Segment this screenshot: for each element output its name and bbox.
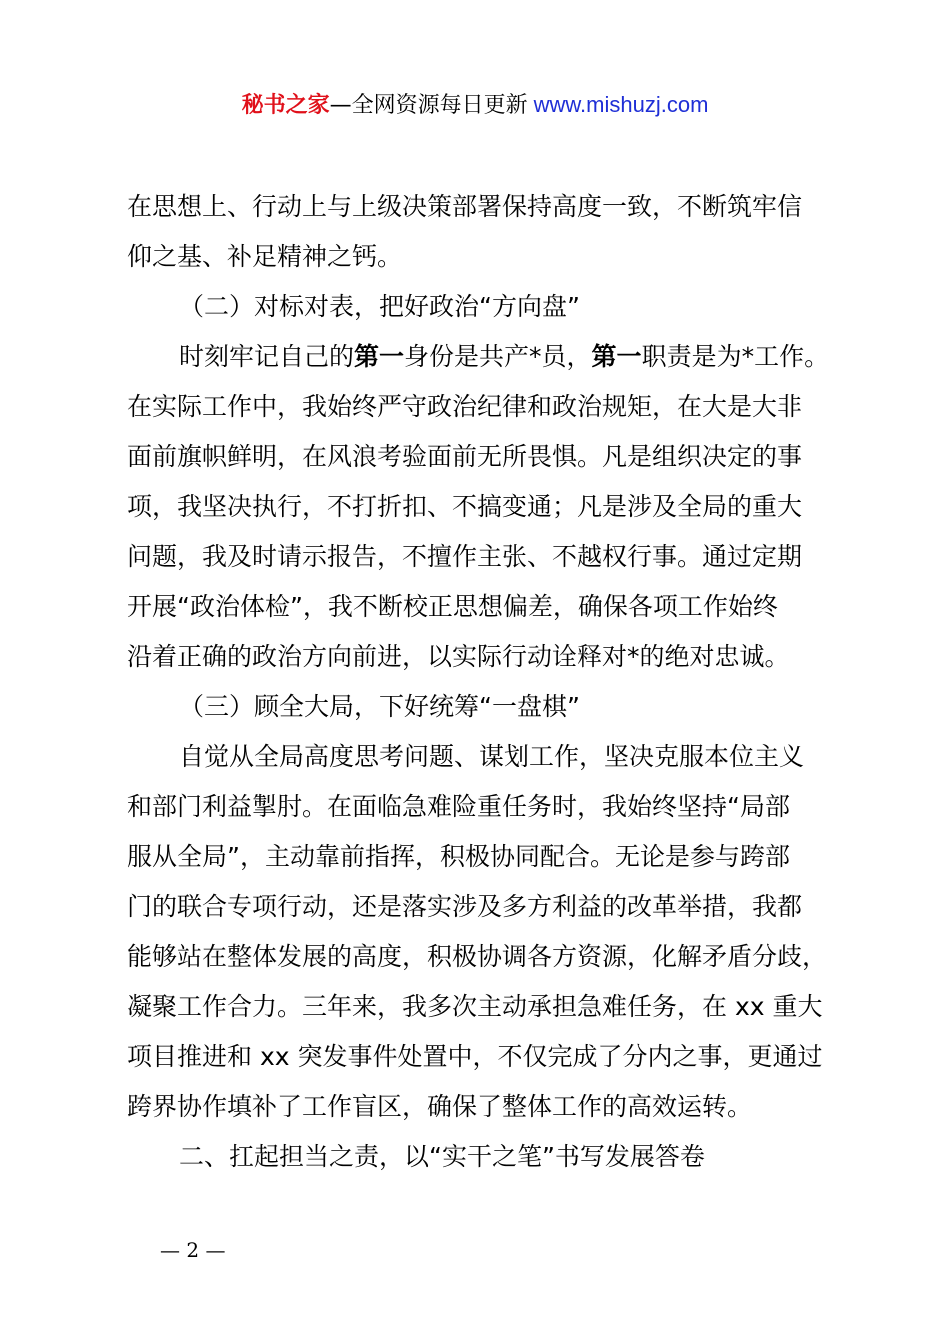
chapter-heading: 二、扛起担当之责，以“实干之笔”书写发展答卷: [179, 1142, 705, 1171]
paragraph-line: 项，我坚决执行，不打折扣、不搞变通；凡是涉及全局的重大: [127, 492, 803, 521]
site-header: [0, 88, 950, 123]
paragraph-line: 凝聚工作合力。三年来，我多次主动承担急难任务，在 xx 重大: [127, 992, 823, 1021]
paragraph-line: 仰之基、补足精神之钙。: [127, 242, 403, 271]
paragraph-line: 项目推进和 xx 突发事件处置中，不仅完成了分内之事，更通过: [127, 1042, 823, 1071]
brand-name: 秘书之家: [241, 93, 330, 118]
paragraph-line: 问题，我及时请示报告，不擅作主张、不越权行事。通过定期: [127, 542, 803, 571]
paragraph-line: 门的联合专项行动，还是落实涉及多方利益的改革举措，我都: [127, 892, 803, 921]
page-number: — 2 —: [160, 1238, 226, 1262]
paragraph-line: 开展“政治体检”，我不断校正思想偏差，确保各项工作始终: [127, 592, 778, 621]
text-run: 时刻牢记自己的: [179, 342, 355, 371]
paragraph-line: 面前旗帜鲜明，在风浪考验面前无所畏惧。凡是组织决定的事: [127, 442, 803, 471]
header-tagline: —全网资源每日更新: [329, 93, 528, 118]
paragraph-line: 在实际工作中，我始终严守政治纪律和政治规矩，在大是大非: [127, 392, 803, 421]
site-url-link[interactable]: www.mishuzj.com: [533, 92, 709, 117]
paragraph-line: 和部门利益掣肘。在面临急难险重任务时，我始终坚持“局部: [127, 792, 790, 821]
paragraph-line: 跨界协作填补了工作盲区，确保了整体工作的高效运转。: [127, 1092, 753, 1121]
paragraph-line: 服从全局”，主动靠前指挥，积极协同配合。无论是参与跨部: [127, 842, 790, 871]
bold-text-run: 第一: [591, 342, 642, 371]
paragraph-line: 自觉从全局高度思考问题、谋划工作，坚决克服本位主义: [179, 742, 805, 771]
bold-text-run: 第一: [354, 342, 405, 371]
text-run: 职责是为*工作。: [641, 342, 830, 371]
text-run: 身份是共产*员，: [404, 342, 592, 371]
document-body: [127, 184, 833, 1184]
section-heading: （二）对标对表，把好政治“方向盘”: [179, 292, 580, 321]
paragraph-line: 能够站在整体发展的高度，积极协调各方资源，化解矛盾分歧，: [127, 942, 828, 971]
paragraph-line: [127, 334, 833, 384]
paragraph-line: 在思想上、行动上与上级决策部署保持高度一致，不断筑牢信: [127, 192, 803, 221]
section-heading: （三）顾全大局，下好统筹“一盘棋”: [179, 692, 580, 721]
paragraph-line: 沿着正确的政治方向前进，以实际行动诠释对*的绝对忠诚。: [127, 642, 790, 671]
